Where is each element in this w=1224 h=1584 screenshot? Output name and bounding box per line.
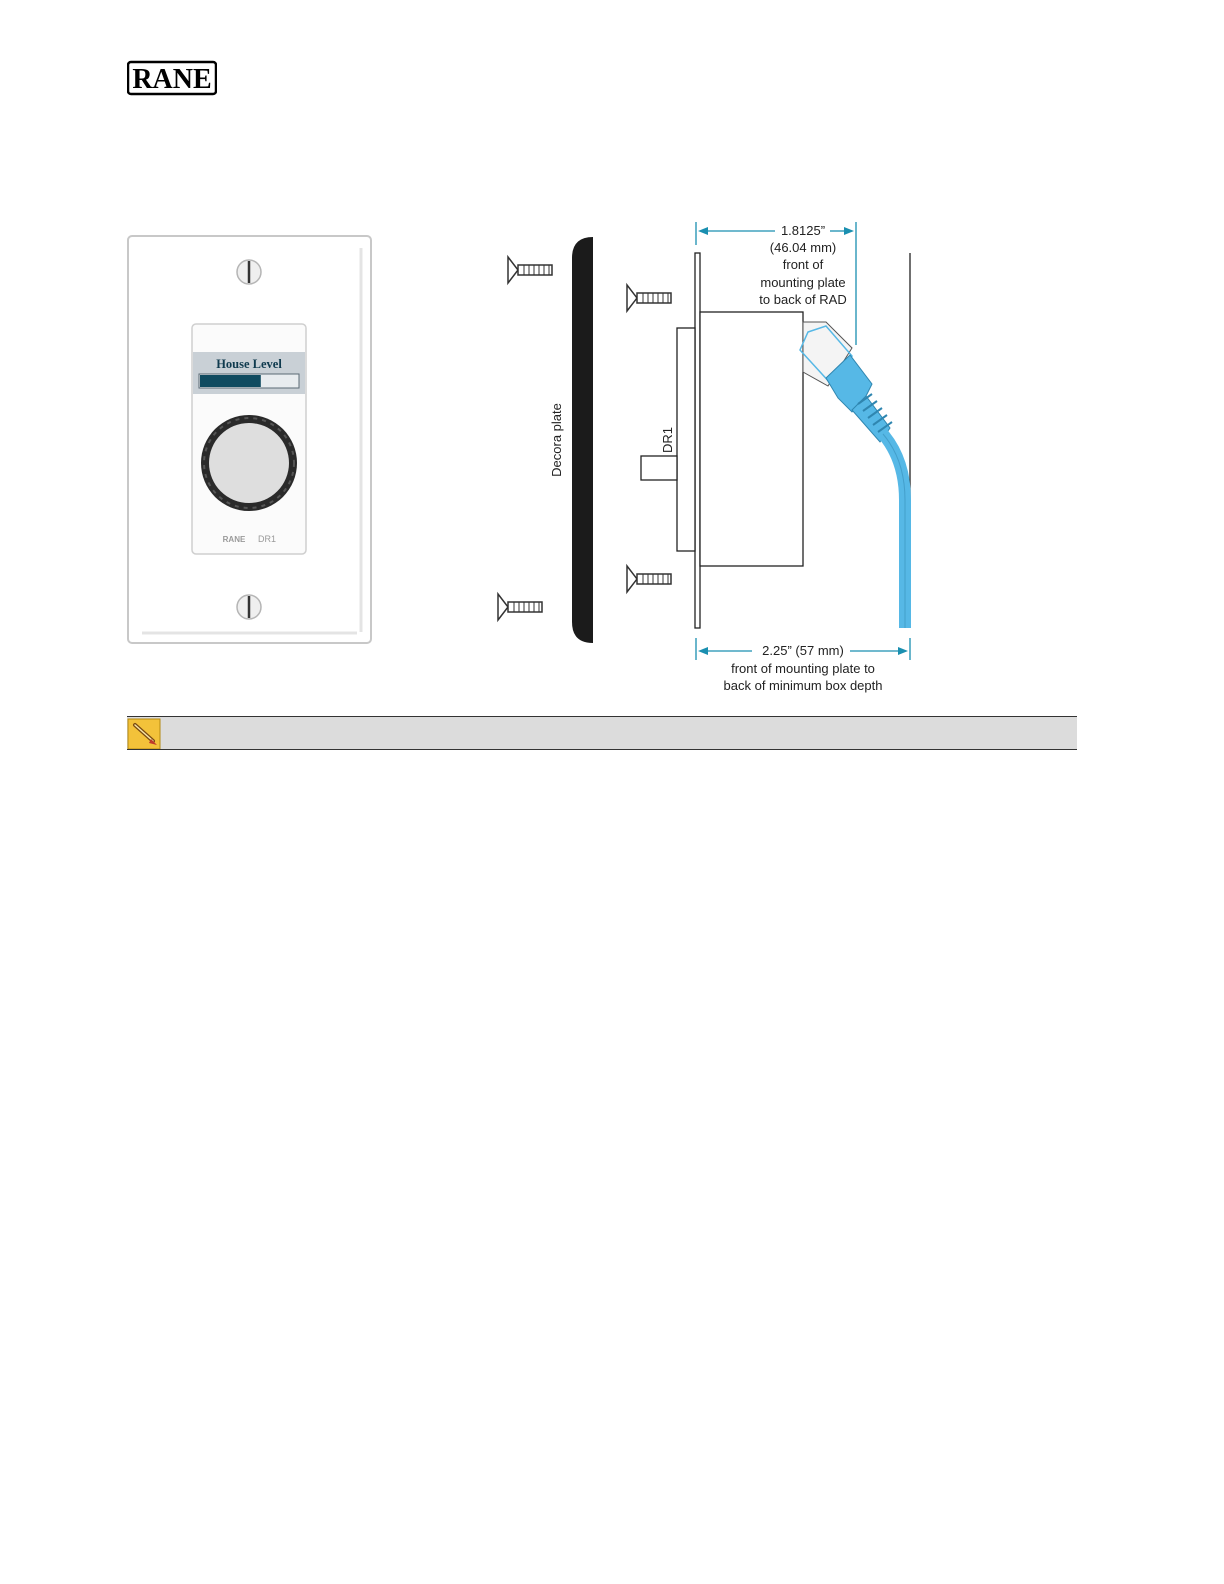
device-label: DR1 bbox=[660, 426, 675, 454]
rj45-connector bbox=[800, 322, 892, 442]
mounting-diagram bbox=[0, 0, 1224, 710]
note-pencil-icon bbox=[127, 717, 163, 751]
dim-top-line1: 1.8125” bbox=[780, 223, 826, 238]
dim-top-line4: mounting plate bbox=[760, 275, 846, 290]
dim-top-line3: front of bbox=[782, 257, 824, 272]
screw-head-bottom bbox=[237, 595, 261, 619]
device-bezel bbox=[677, 328, 695, 551]
screw-icon bbox=[627, 285, 671, 311]
logo-text: RANE bbox=[132, 64, 212, 95]
faceplate-model: DR1 bbox=[257, 534, 277, 544]
level-meter-fill bbox=[200, 375, 261, 387]
panel-title: House Level bbox=[216, 357, 282, 371]
dim-top-line2: (46.04 mm) bbox=[769, 240, 837, 255]
note-bar bbox=[127, 716, 1077, 750]
network-cable bbox=[883, 434, 905, 628]
screw-icon bbox=[508, 257, 552, 283]
side-view bbox=[498, 222, 910, 693]
dim-top-line5: to back of RAD bbox=[759, 292, 847, 307]
dim-bottom-line3: back of minimum box depth bbox=[723, 678, 883, 693]
decora-plate bbox=[572, 237, 593, 643]
volume-knob bbox=[201, 415, 297, 511]
device-body bbox=[700, 312, 803, 566]
screw-icon bbox=[498, 594, 542, 620]
knob-shaft bbox=[641, 456, 677, 480]
dim-bottom-line1: 2.25” (57 mm) bbox=[762, 643, 844, 658]
decora-plate-label: Decora plate bbox=[549, 403, 564, 477]
mounting-plate bbox=[695, 253, 700, 628]
faceplate-brand: RANE bbox=[222, 535, 246, 544]
faceplate-front-view bbox=[128, 236, 371, 643]
screw-icon bbox=[627, 566, 671, 592]
dim-bottom-line2: front of mounting plate to bbox=[731, 661, 875, 676]
screw-head-top bbox=[237, 260, 261, 284]
